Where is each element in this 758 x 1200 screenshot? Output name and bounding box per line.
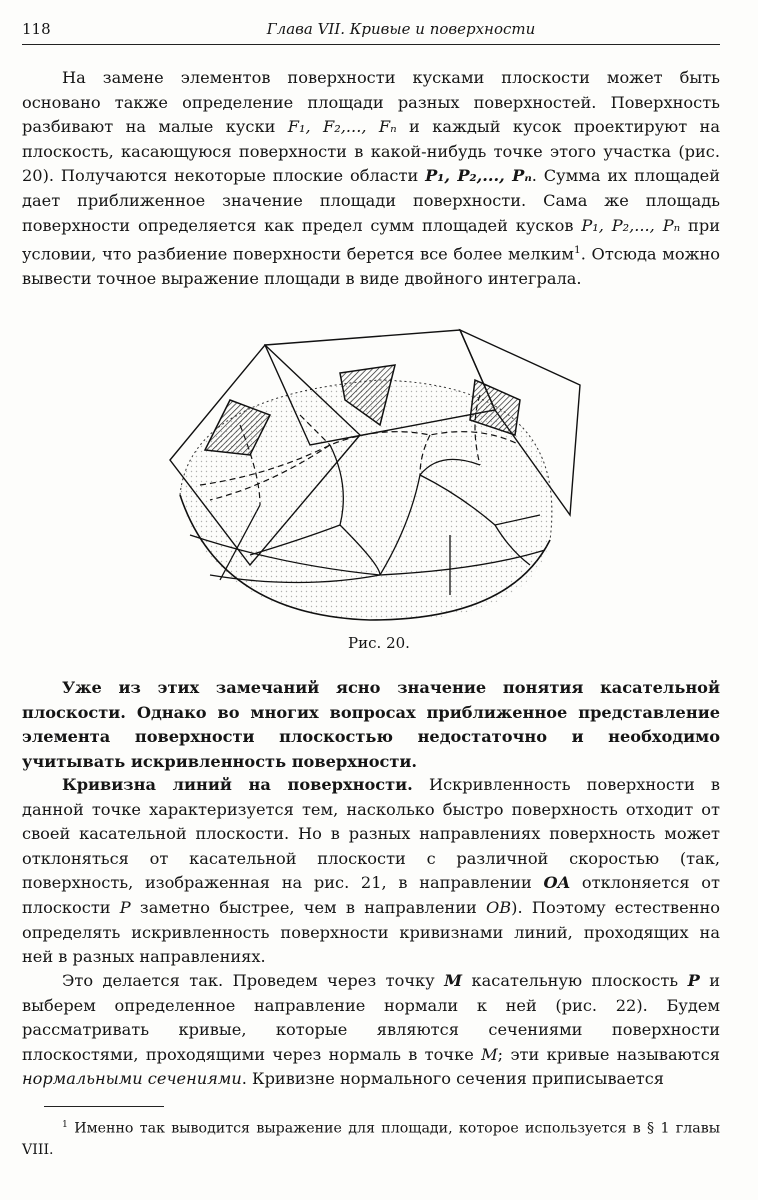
page-header [22,18,720,45]
paragraph-normal-sections [22,969,720,1092]
footnote-text: Именно так выводится выражение для площади, которое используется в § 1 главы VIII. [22,1120,720,1158]
paragraph-2: Уже из этих замечаний ясно значение понятия касательной плоскости. Однако во многих вопросах приближенное представление элемента поверхности плоскостью недостаточно и необходимо учитывать искривленность поверхности. [22,678,720,771]
footnote-rule [44,1106,164,1107]
paragraph-tangent-plane [22,676,720,774]
direction-oa: OA [543,873,571,893]
text-run: ). Поэтому естественно определять искривленность поверхности кривизнами линий, проходящих на ней в разных направлениях. [22,897,721,967]
plane-p: P [687,971,700,990]
figure-caption: Рис. 20. [348,634,410,652]
paragraph-curvature [22,773,720,970]
formula-p-pieces: P₁, P₂,..., Pₙ [581,215,681,235]
formula-f-pieces: F₁, F₂,..., Fₙ [287,117,397,137]
text-run: . Кривизне нормального сечения приписывается [241,1069,665,1089]
text-run: На замене элементов поверхности кусками плоскости может быть основано также определение площади разных поверхностей. Поверхность разбивают на малые куски [22,68,720,137]
text-run: и каждый кусок проектируют на плоскость, касающуюся поверхности в какой-нибудь точке этого участка (рис. 20). Получаются некоторые плоские области [22,117,720,186]
figure-20-surface-tangent-planes [150,325,610,625]
text-run: Это делается так. Проведем через точку [62,971,445,990]
text-run: заметно быстрее, чем в направлении [130,897,486,917]
footnote-mark: 1 [62,1119,68,1130]
running-head: Глава VII. Кривые и поверхности [266,20,536,38]
paragraph-1 [22,66,720,292]
text-run: . Отсюда можно вывести точное выражение площади в виде двойного интеграла. [22,244,721,289]
text-run: касательную плоскость [462,971,688,990]
text-run: и выберем определенное направление нормали к ней (рис. 22). Будем рассматривать кривые, которые являются сечениями поверхности плоскостями, проходящими через нормаль в точке [22,971,720,1064]
paragraph-area-surface [22,66,720,292]
formula-p-regions: P₁, P₂,..., Pₙ [425,166,532,186]
text-run: ; эти кривые называются [497,1044,720,1064]
paragraph-4 [22,969,720,1092]
text-run: . Сумма их площадей дает приближенное значение площади поверхности. Сама же площадь поверхности определяется как предел сумм площадей кусков [22,166,720,235]
paragraph-3 [22,773,720,970]
text-run: Искривленность поверхности в данной точке характеризуется тем, насколько быстро поверхность отходит от своей касательной плоскости. Но в разных направлениях поверхность может отклоняться от касательной плоскости с различной скоростью (так, поверхность, изображенная на рис. 21, в направлении [22,775,720,893]
plane-p: P [119,897,131,917]
direction-ob: OB [486,897,512,917]
section-heading: Кривизна линий на поверхности. [62,775,413,794]
point-m: M [444,971,463,990]
page-number: 118 [22,20,51,38]
text-run: отклоняется от плоскости [22,873,720,917]
term-normal-sections: нормальными сечениями [22,1069,242,1089]
point-m: M [481,1044,498,1064]
footnote [22,1114,720,1161]
footnote-marker: 1 [574,244,581,257]
text-run: при условии, что разбиение поверхности берется все более мелким [22,215,720,264]
